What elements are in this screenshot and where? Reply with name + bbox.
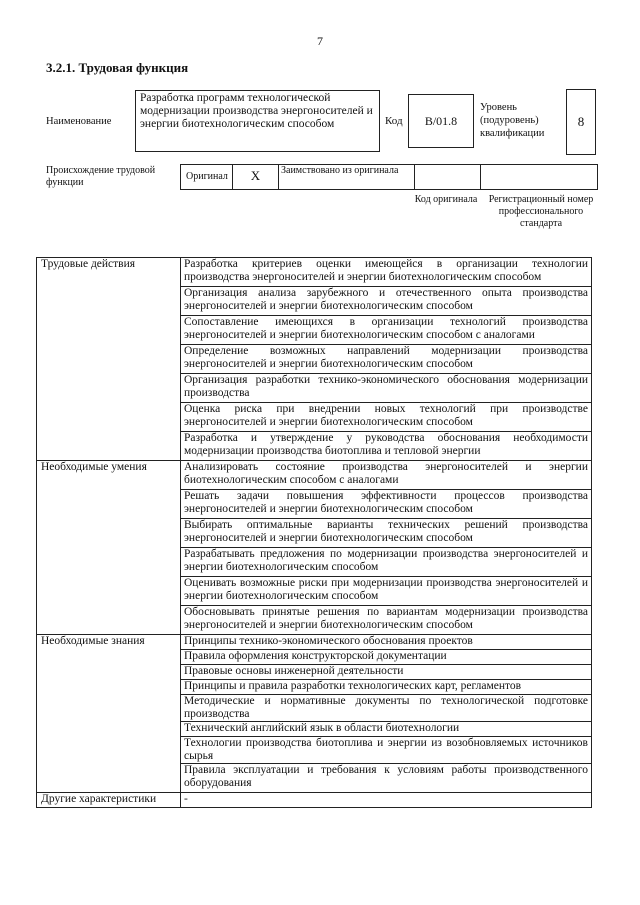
function-name-value: Разработка программ технологической модернизации производства энергоносителей и энергии биотехнологическим способом [135, 90, 380, 152]
table-cell: Принципы и правила разработки технологических карт, регламентов [181, 680, 592, 695]
table-row [37, 461, 592, 490]
table-cell: Анализировать состояние производства энергоносителей и энергии биотехнологическим способом с аналогами [181, 461, 592, 490]
table-cell: Методические и нормативные документы по технологической подготовке производства [181, 695, 592, 722]
origin-mark: X [233, 165, 279, 189]
origin-code-caption: Код оригинала [414, 194, 478, 205]
name-label: Наименование [46, 116, 112, 127]
origin-reg-caption: Регистрационный номер профессионального стандарта [488, 194, 594, 229]
category-label: Необходимые знания [37, 635, 181, 793]
table-cell: Правовые основы инженерной деятельности [181, 665, 592, 680]
table-row [37, 793, 592, 808]
section-title: 3.2.1. Трудовая функция [46, 60, 189, 75]
origin-borrowed: Заимствовано из оригинала [279, 165, 415, 189]
table-cell: Правила оформления конструкторской документации [181, 650, 592, 665]
page-number: 7 [317, 34, 323, 48]
code-label: Код [385, 115, 403, 127]
table-cell: Правила эксплуатации и требования к условиям работы производственного оборудования [181, 764, 592, 793]
origin-reg-cell [481, 165, 599, 189]
table-cell: Оценивать возможные риски при модернизации производства энергоносителей и энергии биотехнологическим способом [181, 577, 592, 606]
origin-code-cell [415, 165, 481, 189]
table-row [37, 258, 592, 287]
table-cell: Разработка критериев оценки имеющейся в организации технологии производства энергоносителей и энергии биотехнологическим способом [181, 258, 592, 287]
origin-original: Оригинал [181, 165, 233, 189]
origin-label: Происхождение трудовой функции [46, 165, 156, 188]
level-label: Уровень (подуровень) квалификации [480, 102, 545, 139]
code-value: B/01.8 [408, 94, 474, 148]
table-cell: Разработка и утверждение у руководства обоснования необходимости модернизации производства биотоплива и тепловой энергии [181, 432, 592, 461]
table-cell: Оценка риска при внедрении новых технологий при производстве энергоносителей и энергии биотехнологическим способом [181, 403, 592, 432]
table-row [37, 635, 592, 650]
category-label: Необходимые умения [37, 461, 181, 635]
table-cell: Определение возможных направлений модернизации производства энергоносителей и энергии биотехнологическим способом [181, 345, 592, 374]
level-value: 8 [566, 89, 596, 155]
table-cell: Обосновывать принятые решения по вариантам модернизации производства энергоносителей и энергии биотехнологическим способом [181, 606, 592, 635]
table-cell: Принципы технико-экономического обоснования проектов [181, 635, 592, 650]
category-label: Трудовые действия [37, 258, 181, 461]
table-cell: Организация разработки технико-экономического обоснования модернизации производства [181, 374, 592, 403]
table-cell: Организация анализа зарубежного и отечественного опыта производства энергоносителей и энергии биотехнологическим способом [181, 287, 592, 316]
table-cell: Разрабатывать предложения по модернизации производства энергоносителей и энергии биотехнологическим способом [181, 548, 592, 577]
table-cell: - [181, 793, 592, 808]
table-cell: Технический английский язык в области биотехнологии [181, 722, 592, 737]
table-cell: Выбирать оптимальные варианты технических решений производства энергоносителей и энергии биотехнологическим способом [181, 519, 592, 548]
table-cell: Сопоставление имеющихся в организации технологий производства энергоносителей и энергии биотехнологическим способом с аналогами [181, 316, 592, 345]
table-cell: Решать задачи повышения эффективности процессов производства энергоносителей и энергии биотехнологическим способом [181, 490, 592, 519]
table-cell: Технологии производства биотоплива и энергии из возобновляемых источников сырья [181, 737, 592, 764]
origin-row [180, 164, 598, 190]
function-details-table [36, 257, 592, 808]
category-label: Другие характеристики [37, 793, 181, 808]
